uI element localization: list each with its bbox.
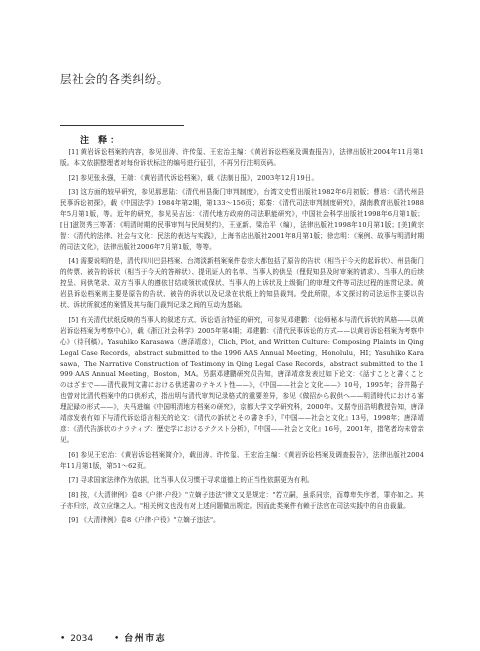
footnote-8: [8] 按，《大清律例》卷8《户律·户役》"立嫡子违法"律文又是规定："若立嗣，虽系同宗，而尊卑失序者，罪亦如之。其子亦归宗，改立应继之人。"相关例文也没有对上述问题做出规定。因而此类案件有赖于法官在司法实践中的自由裁量。	[60, 490, 424, 510]
body-text-fragment: 层社会的各类纠纷。	[60, 72, 169, 86]
footnote-6: [6] 参见王宏治：《黄岩诉讼档案简介》，载田涛、许传玺、王宏治主编：《黄岩诉讼档案及调查报告》，法律出版社2004年11月第1版，第51～62页。	[60, 450, 424, 470]
page-number: 2034	[70, 634, 94, 644]
footnote-1: [1] 黄岩诉讼档案的内容，参见田涛、许传玺、王宏治主编：《黄岩诉讼档案及调查报告》，法律出版社2004年11月第1版。本文依据整理者对每份诉状标注的编号进行征引，不再另行注明页码。	[60, 148, 424, 167]
footnotes-list	[60, 147, 424, 526]
footnote-3: [3] 这方面的较早研究，参见那思陆：《清代州县衙门审判制度》，台湾文史哲出版社1982年6月初版；曹培：《清代州县民事诉讼初探》，载《中国法学》1984年第2期，第133～156页；郑秦：《清代司法审判制度研究》，湖南教育出版社1988年5月第1版，等。近年的研究，参见吴吉远：《清代地方政府的司法职能研究》，中国社会科学出版社1998年6月第1版；[日]滋贺秀三等著：《明清时期的民事审判与民间契约》，王亚新、梁治平（编），法律出版社1998年10月第1版；[美]黄宗智：《清代的法律、社会与文化：民法的表达与实践》，上海书店出版社2001年8月第1版；徐忠明：《案例、故事与明清时期的司法文化》，法律出版社2006年7月第1版，等等。	[60, 188, 424, 251]
footnote-9: [9] 《大清律例》卷8《户律·户役》"立嫡子违法"。	[68, 516, 220, 525]
page-footer	[60, 631, 166, 644]
notes-heading: 注 释：	[80, 136, 123, 146]
footer-dot: •	[60, 634, 66, 644]
footnote-4: [4] 需要说明的是，清代四川巴县档案、台湾淡新档案案件卷宗大都包括了原告的告状（相当于今天的起诉状）、州县衙门的传票、被告的诉状（相当于今天的答辩状）、提讯证人的名单、当事人的供呈（俚促知县及时审案的请求）、当事人的后续控呈、问供笔录、双方当事人的遵依甘结或领状或保状、当事人的上诉状及上级衙门的审理文件等司法过程的连贯记录。黄岩县诉讼档案则主要是原告的告状、被告的诉状以及记录在状纸上的知县裁判。受此所限，本文探讨的司法运作主要以告状、诉状所叙述的案情及其与衙门裁判记录之间的互动为基础。	[60, 257, 424, 310]
footnote-5: [5] 有关清代状纸反映的当事人的叙述方式、诉讼语言特征的研究，可参见邓建鹏：《讼师秘本与清代诉状的风格——以黄岩诉讼档案为考察中心》，载《浙江社会科学》2005年第4期；邓建鹏：《清代民事诉讼的方式——以黄岩诉讼档案为考察中心》（待刊稿）。Yasuhiko Karasawa（唐泽靖彦），Clich, Plot, and Written Culture: Composing Plaints in Qing Legal Case Records，abstract submitted to the 1996 AAS Annual Meeting，Honolulu，HI；Yasuhiko Karasawa，The Narrative Construction of Testimony in Qing Legal Case Records，abstract submitted to the 1999 AAS Annual Meeting，Boston，MA。另据邓建鹏研究员告知，唐泽靖彦发表过如下论文：《話すことと書くことのはざまで——清代裁判文書における供述書のテキスト性——》，《中国——社会と文化——》10号，1995年；谷井陽子也曾对比清代档案中的口供形式，指出明与清代审判记录格式的重要差异，参见《做招から叙供へ——明清時代における審理記録の形式——》，夫马进编《中国明清地方档案の研究》，京都大学文学研究科，2000年。又据寺田浩明教授告知，唐泽靖彦发表有如下与清代诉讼语言相关的论文：《清代の訴状とその書き手》，『中国——社会と文化』13号，1998年；唐泽靖彦：《清代告訴状のナラティブ：歴史学におけるテクスト分析》，『中国——社会と文化』16号，2001年，措笔者均未曾亲见。	[60, 315, 424, 445]
footnote-divider	[60, 125, 184, 126]
footer-bullet: •	[113, 634, 120, 644]
footnote-7: [7] 寻求国家法律作为依据，比当事人仅习惯于寻求道德上的正当性依据更为有利。	[68, 476, 314, 485]
footnote-2: [2] 参见张永强，王端：《黄岩清代诉讼档案》，载《法制日报》，2003年12月19日。	[68, 173, 319, 182]
journal-name: 台州市志	[124, 634, 167, 644]
